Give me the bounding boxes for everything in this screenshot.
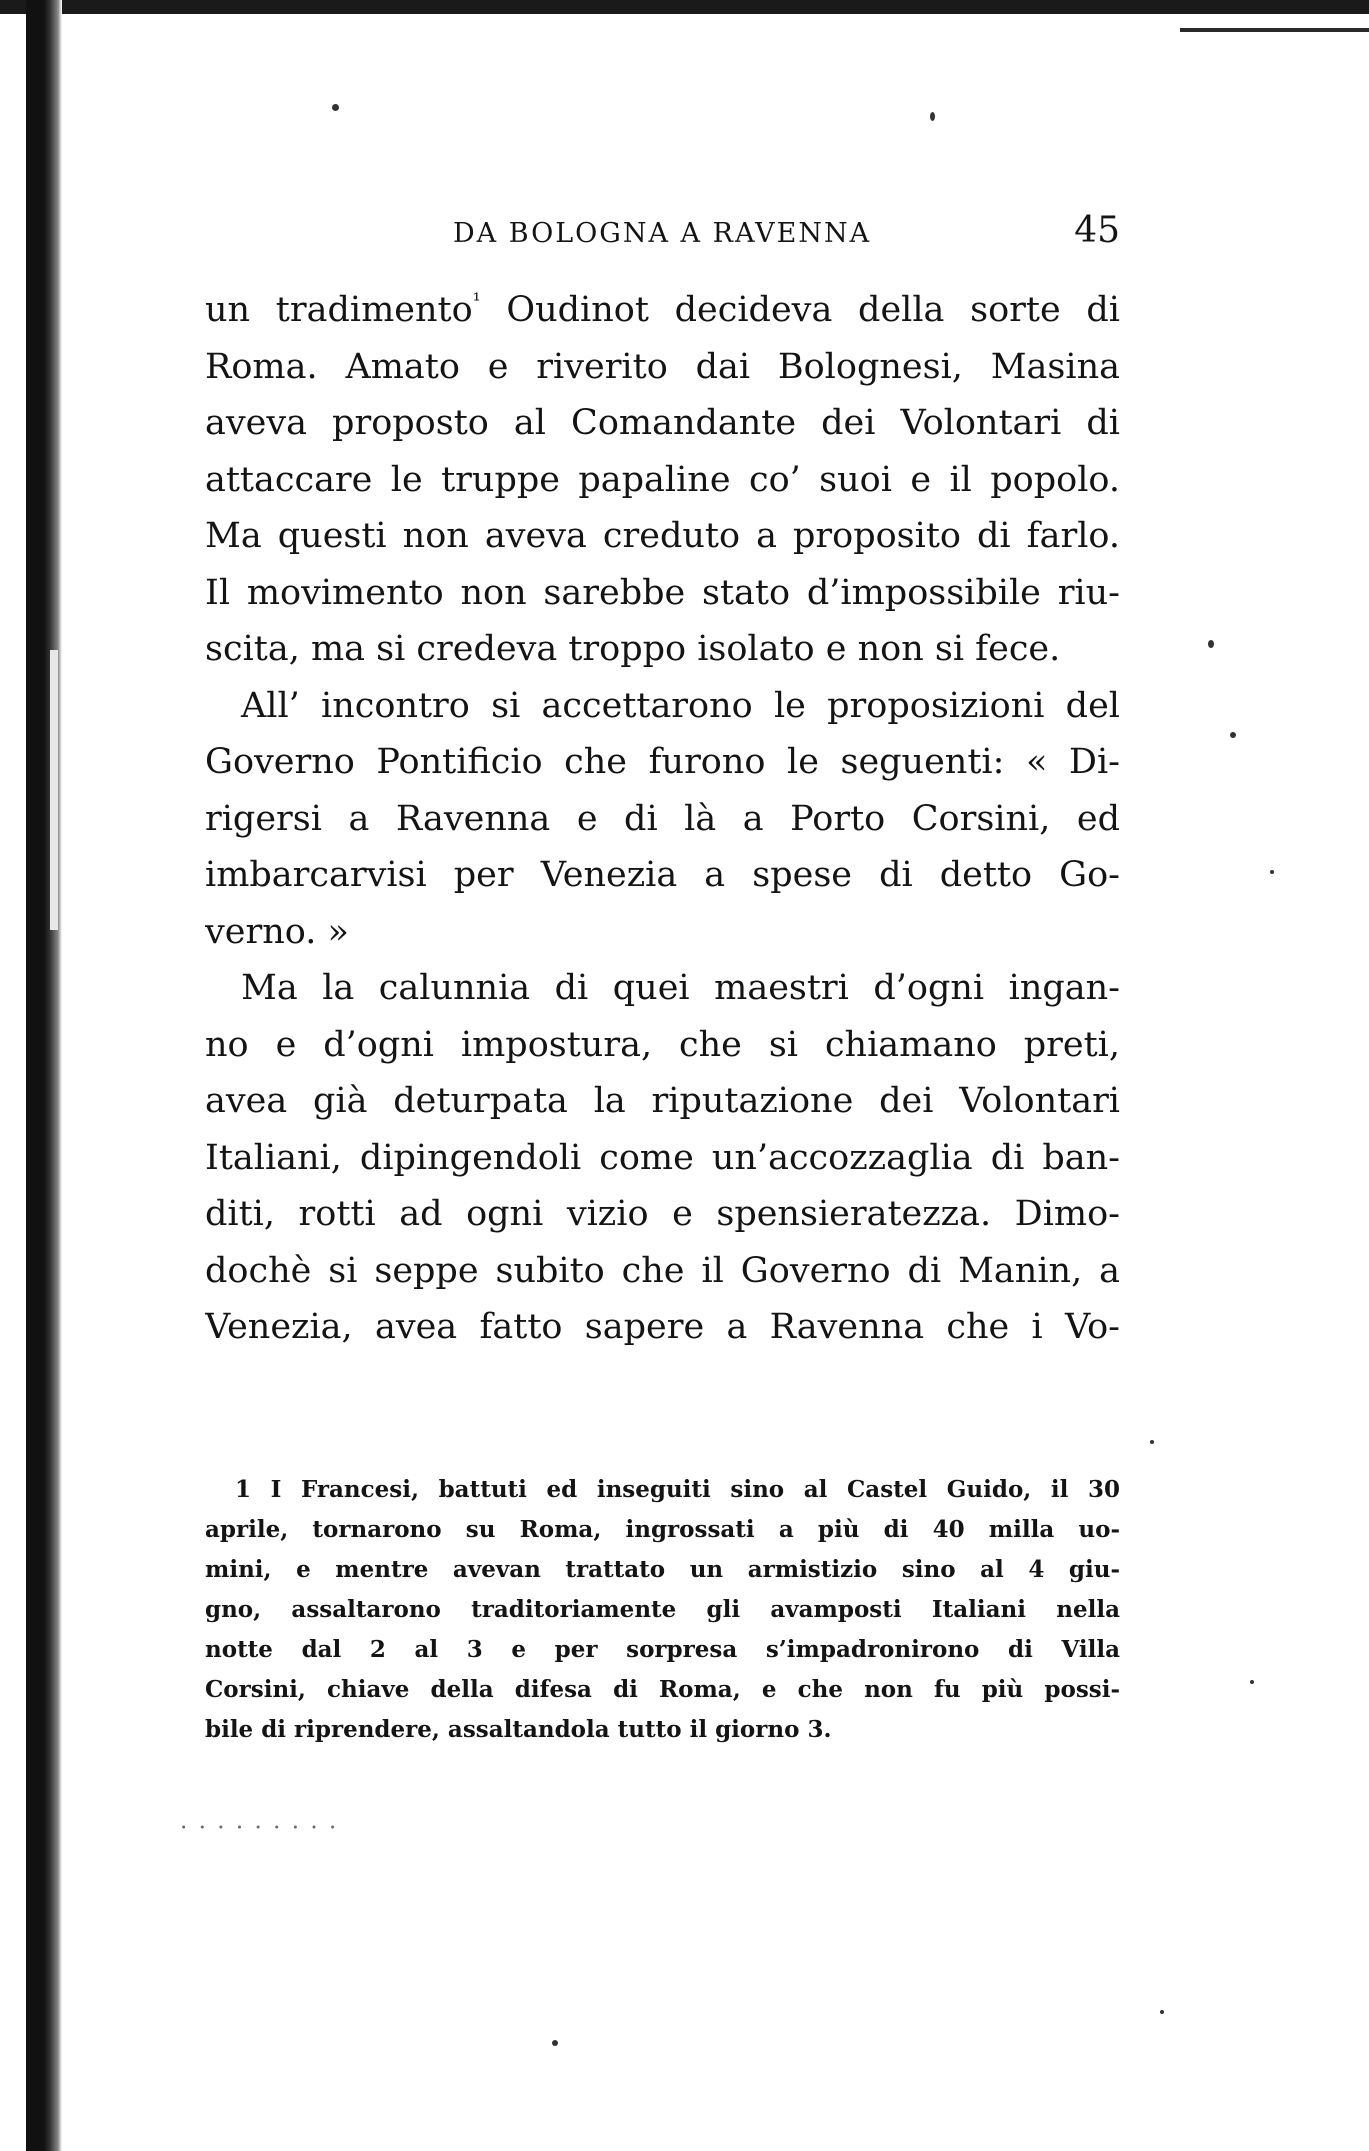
text-line: Il movimento non sarebbe stato d’impossibile riu- <box>205 572 1120 613</box>
footnote-line: gno, assaltarono traditoriamente gli avamposti Italiani nella <box>205 1596 1120 1623</box>
scan-speck <box>1250 1680 1254 1684</box>
text-line: diti, rotti ad ogni vizio e spensieratezza. Dimo- <box>205 1194 1120 1234</box>
scan-speck <box>552 2040 558 2046</box>
text-line: Venezia, avea fatto sapere a Ravenna che i Vo- <box>205 1307 1120 1347</box>
text-line: Roma. Amato e riverito dai Bolognesi, Masina <box>205 346 1120 387</box>
footnote-marker: ¹ <box>472 288 481 312</box>
text-line: dochè si seppe subito che il Governo di Manin, a <box>205 1250 1120 1291</box>
text-line: no e d’ogni impostura, che si chiamano preti, <box>205 1024 1120 1065</box>
scan-speck <box>332 104 339 111</box>
text-line: All’ incontro si accettarono le proposizioni del <box>241 685 1120 726</box>
footnote-line: aprile, tornarono su Roma, ingrossati a più di 40 milla uo- <box>205 1516 1120 1543</box>
footnote-line: mini, e mentre avevan trattato un armistizio sino al 4 giu- <box>205 1556 1120 1583</box>
text-line: verno. » <box>205 911 349 952</box>
bleed-through-smudge: · · · · · · · · · <box>180 1815 339 1841</box>
footnote-line: bile di riprendere, assaltandola tutto il giorno 3. <box>205 1716 832 1743</box>
left-edge-streak <box>50 650 58 930</box>
text-line: avea già deturpata la riputazione dei Volontari <box>205 1081 1120 1121</box>
scan-speck <box>930 112 935 121</box>
text-line: Italiani, dipingendoli come un’accozzaglia di ban- <box>205 1137 1120 1178</box>
footnote-line: 1 I Francesi, battuti ed inseguiti sino al Castel Guido, il 30 <box>235 1476 1120 1503</box>
text-line: imbarcarvisi per Venezia a spese di detto Go- <box>205 855 1120 895</box>
scan-speck <box>1150 1440 1154 1444</box>
footnote <box>205 1470 1120 1750</box>
text-line: Ma questi non aveva creduto a proposito di farlo. <box>205 516 1120 556</box>
text-line: Ma la calunnia di quei maestri d’ogni ingan- <box>241 968 1120 1008</box>
top-edge-rule <box>0 0 1369 14</box>
text-line: rigersi a Ravenna e di là a Porto Corsini, ed <box>205 798 1120 839</box>
text-line: scita, ma si credeva troppo isolato e non si fece. <box>205 629 1061 669</box>
scan-speck <box>1160 2010 1164 2014</box>
scan-speck <box>1230 732 1236 738</box>
page-number: 45 <box>1074 210 1120 251</box>
footnote-line: Corsini, chiave della difesa di Roma, e che non fu più possi- <box>205 1676 1120 1703</box>
running-title: DA BOLOGNA A RAVENNA <box>453 218 872 249</box>
running-head <box>205 210 1120 268</box>
text-line: attaccare le truppe papaline co’ suoi e il popolo. <box>205 459 1120 500</box>
scan-speck <box>1208 640 1214 648</box>
text-line: un tradimento$^{^1}$ Oudinot decideva della sorte di <box>205 288 1120 330</box>
text-line: Governo Pontificio che furono le seguenti: « Di- <box>205 742 1120 782</box>
left-binding-edge <box>26 0 62 2151</box>
footnote-line: notte dal 2 al 3 e per sorpresa s’impadronirono di Villa <box>205 1636 1120 1663</box>
top-edge-rule-thin <box>1180 28 1369 32</box>
text-line: aveva proposto al Comandante dei Volontari di <box>205 403 1120 443</box>
body-text <box>205 282 1120 1356</box>
scan-speck <box>1270 870 1274 874</box>
